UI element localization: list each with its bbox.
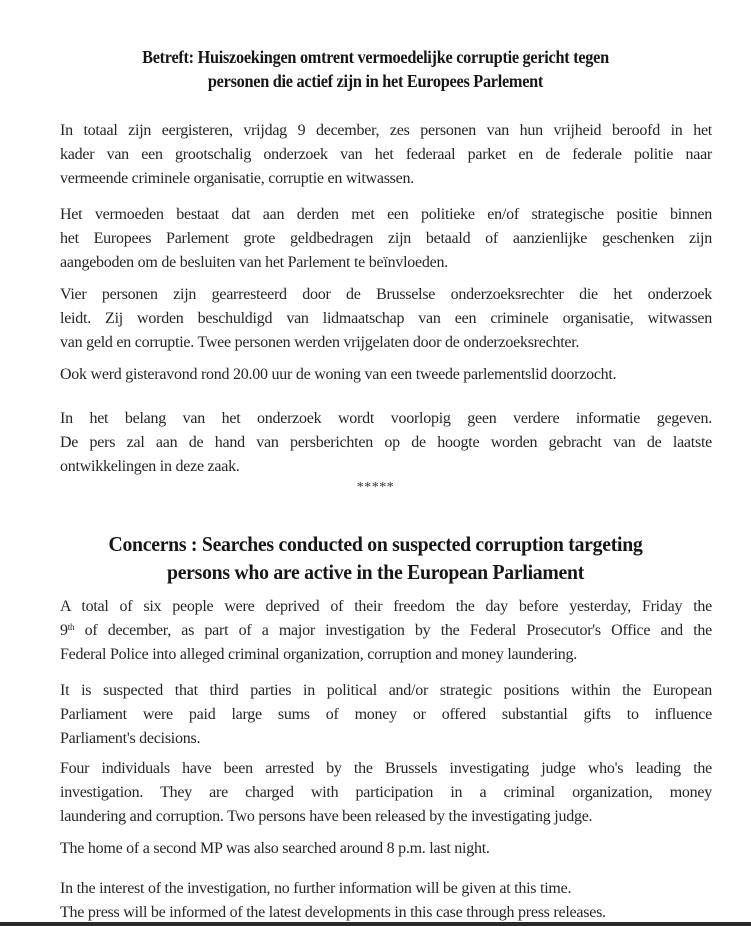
text-line: Het vermoeden bestaat dat aan derden met een politieke en/of strategische positie binnen xyxy=(60,206,712,223)
ordinal-suffix: th xyxy=(67,622,75,632)
text-line: It is suspected that third parties in political and/or strategic positions within the European xyxy=(60,682,712,699)
text-line: Vier personen zijn gearresteerd door de Brusselse onderzoeksrechter die het onderzoek xyxy=(60,286,712,303)
english-heading xyxy=(23,530,729,586)
text-line: The home of a second MP was also searched around 8 p.m. last night. xyxy=(60,840,490,857)
dutch-heading-line: personen die actief zijn in het Europees Parlement xyxy=(207,71,544,91)
text-line: vermeende criminele organisatie, corruptie en witwassen. xyxy=(60,170,415,187)
english-heading-line: Concerns : Searches conducted on suspected corruption targeting xyxy=(108,532,643,556)
text-fragment: of december, as part of a major investigation by the Federal Prosecutor's Office and the xyxy=(74,622,712,639)
text-line: Four individuals have been arrested by the Brussels investigating judge who's leading the xyxy=(60,760,712,777)
text-line: laundering and corruption. Two persons have been released by the investigating judge. xyxy=(60,808,593,825)
text-line: De pers zal aan de hand van persberichten op de hoogte worden gebracht van de laatste xyxy=(60,434,712,451)
english-paragraph-4 xyxy=(60,837,712,861)
dutch-paragraph-5 xyxy=(60,407,712,479)
dutch-heading-line: Betreft: Huiszoekingen omtrent vermoedelijke corruptie gericht tegen xyxy=(142,47,609,67)
text-line: het Europees Parlement grote geldbedragen zijn betaald of aanzienlijke geschenken zijn xyxy=(60,230,712,247)
dutch-paragraph-4 xyxy=(60,363,712,387)
section-separator: ***** xyxy=(356,480,395,495)
text-line: A total of six people were deprived of their freedom the day before yesterday, Friday the xyxy=(60,598,712,615)
text-line xyxy=(60,619,712,643)
text-line: Parliament were paid large sums of money or offered substantial gifts to influence xyxy=(60,706,712,723)
text-line: investigation. They are charged with participation in a criminal organization, money xyxy=(60,784,712,801)
english-paragraph-1 xyxy=(60,595,712,667)
text-line: In het belang van het onderzoek wordt voorlopig geen verdere informatie gegeven. xyxy=(60,410,712,427)
english-heading-line: persons who are active in the European Parliament xyxy=(167,560,584,584)
dutch-paragraph-3 xyxy=(60,283,712,355)
text-line: leidt. Zij worden beschuldigd van lidmaatschap van een criminele organisatie, witwassen xyxy=(60,310,712,327)
text-line: aangeboden om de besluiten van het Parlement te beïnvloeden. xyxy=(60,254,448,271)
date-number: 9 xyxy=(60,622,68,639)
text-line: In the interest of the investigation, no further information will be given at this time. xyxy=(60,880,572,897)
text-line: Parliament's decisions. xyxy=(60,730,201,747)
text-line: van geld en corruptie. Twee personen werden vrijgelaten door de onderzoeksrechter. xyxy=(60,334,580,351)
text-line: Federal Police into alleged criminal organization, corruption and money laundering. xyxy=(60,646,578,663)
dutch-paragraph-1 xyxy=(60,119,712,191)
text-line: The press will be informed of the latest developments in this case through press releases. xyxy=(60,904,606,921)
english-paragraph-5 xyxy=(60,877,712,925)
text-line: In totaal zijn eergisteren, vrijdag 9 december, zes personen van hun vrijheid beroofd in het xyxy=(60,122,712,139)
english-paragraph-2 xyxy=(60,679,712,751)
english-paragraph-3 xyxy=(60,757,712,829)
page-bottom-edge xyxy=(0,922,751,926)
dutch-heading xyxy=(26,45,724,93)
text-line: ontwikkelingen in deze zaak. xyxy=(60,458,240,475)
text-line: Ook werd gisteravond rond 20.00 uur de woning van een tweede parlementslid doorzocht. xyxy=(60,366,617,383)
dutch-paragraph-2 xyxy=(60,203,712,275)
text-line: kader van een grootschalig onderzoek van het federaal parket en de federale politie naar xyxy=(60,146,712,163)
